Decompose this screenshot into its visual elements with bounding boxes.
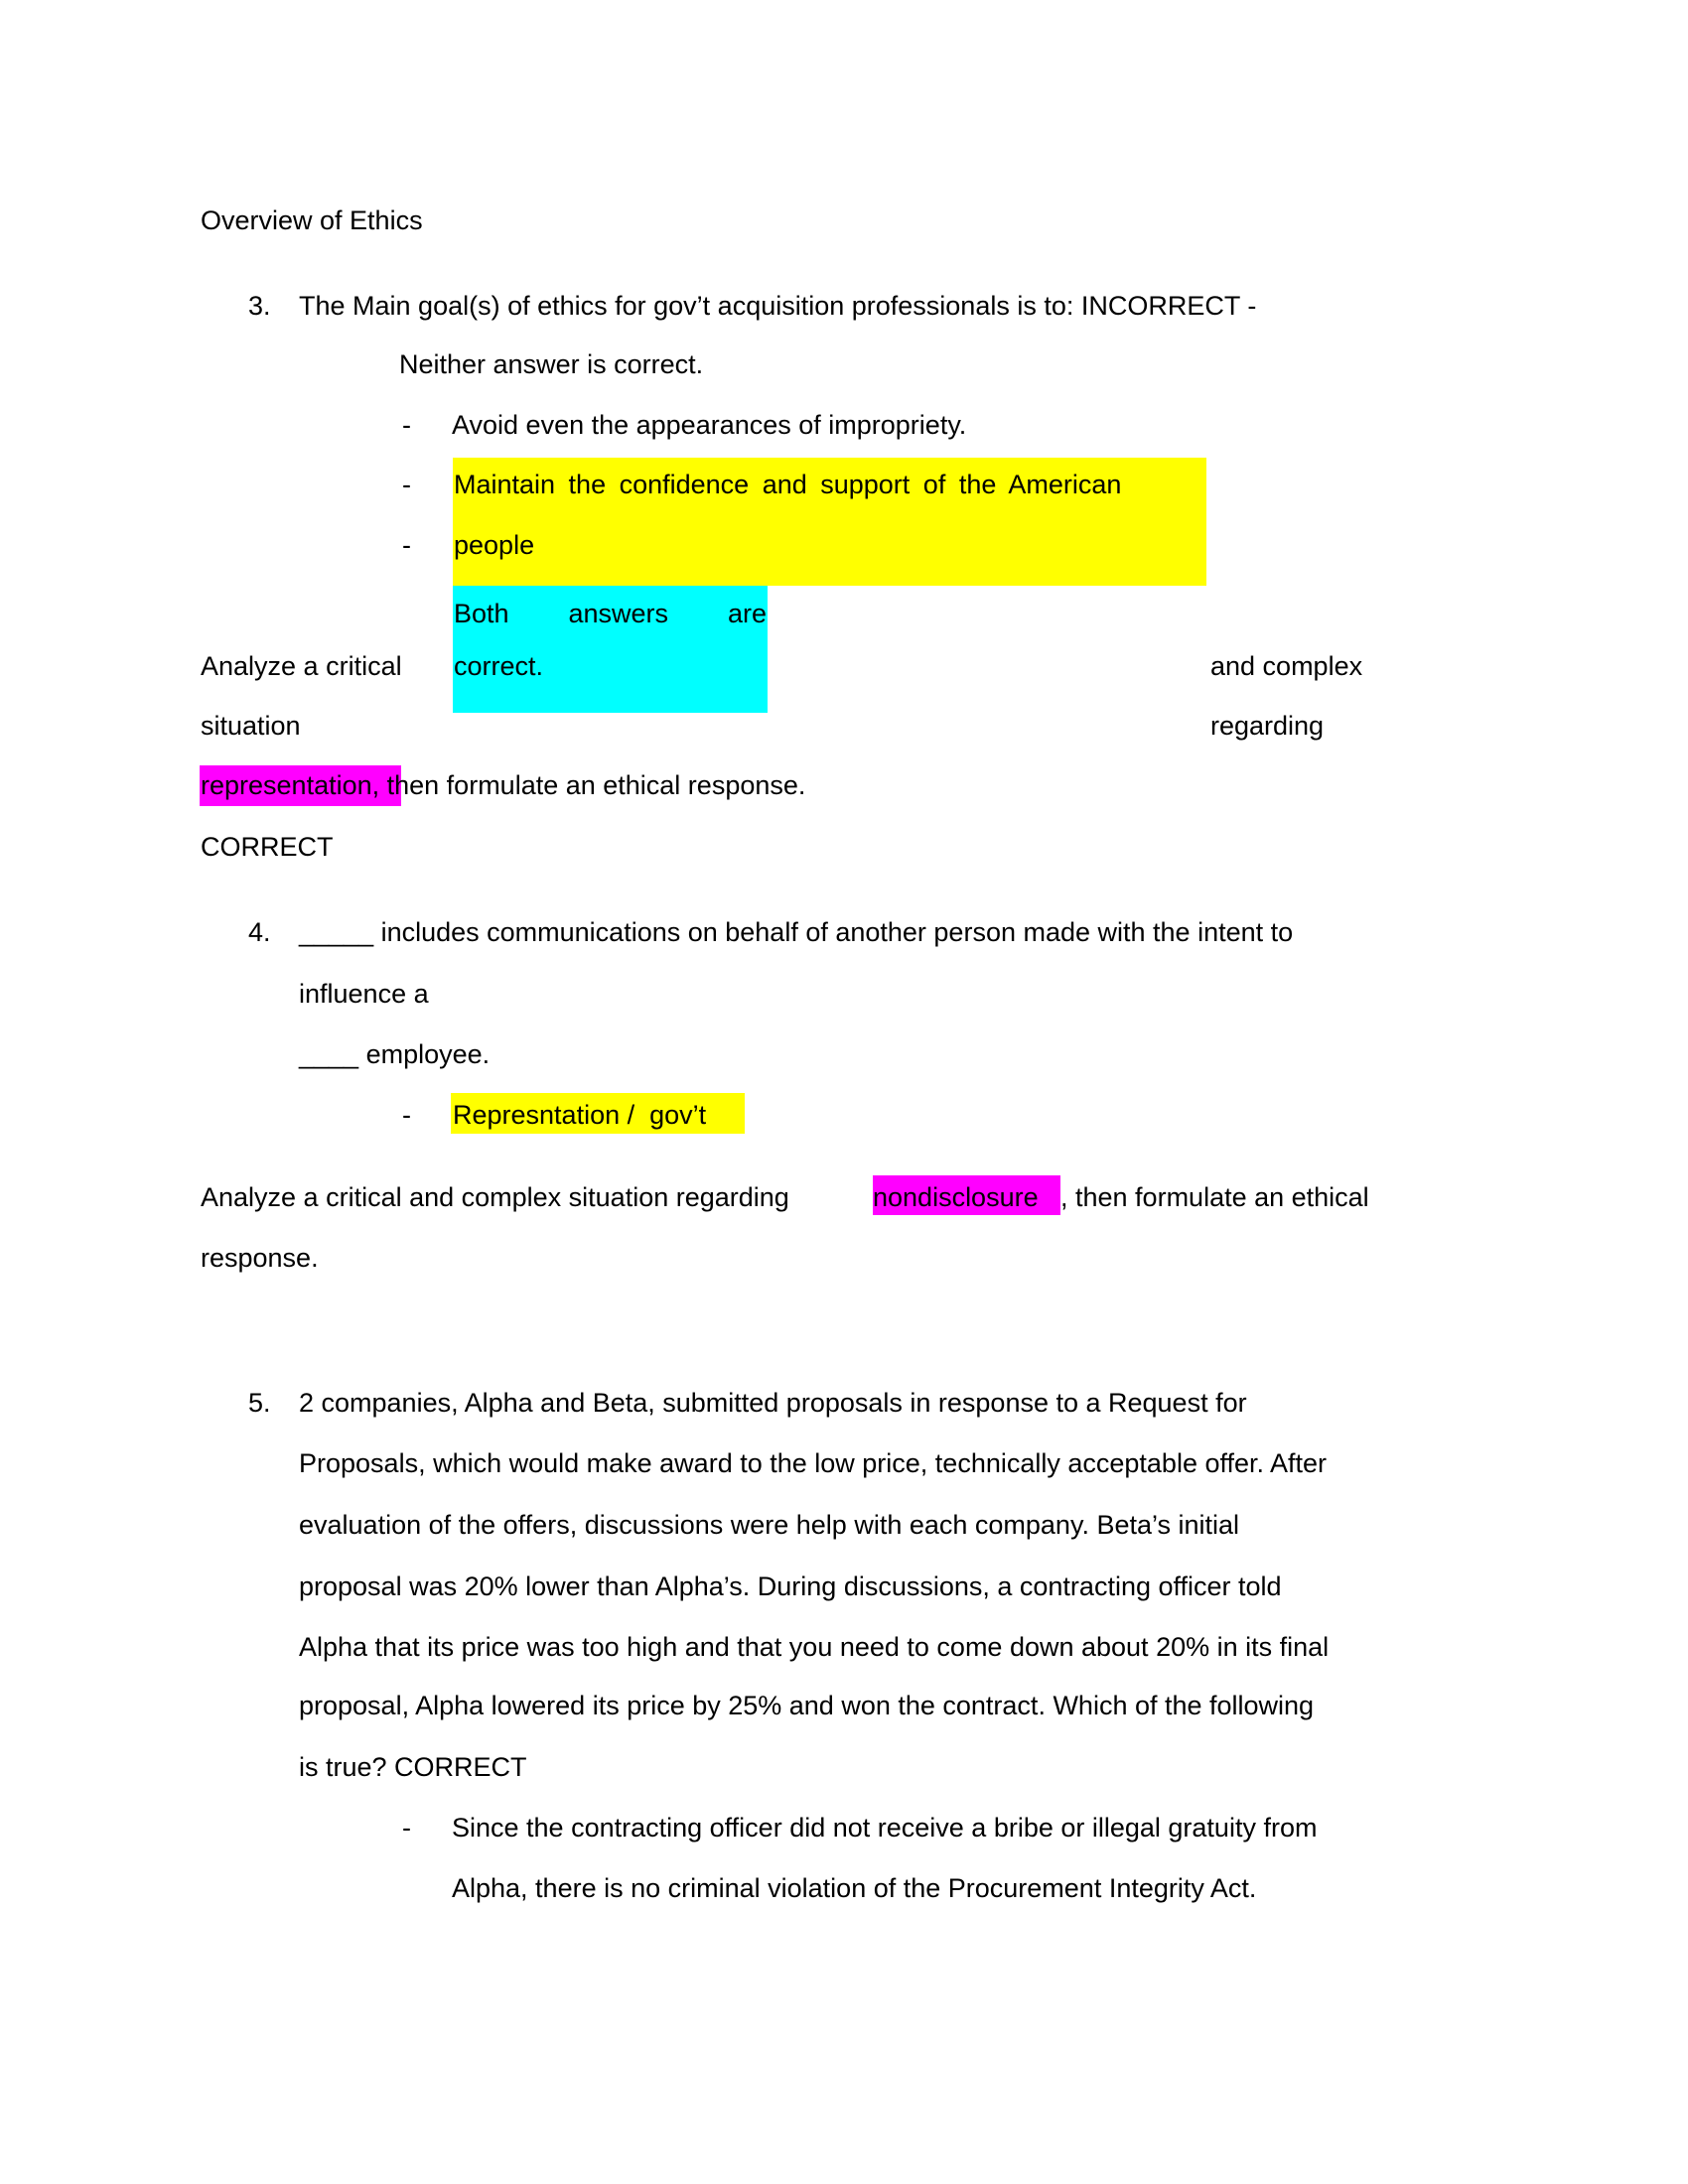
q5-line: 2 companies, Alpha and Beta, submitted proposals in response to a Request for bbox=[299, 1388, 1247, 1418]
objective1-line3 bbox=[201, 770, 805, 800]
objective1-part2: and complex bbox=[1210, 651, 1363, 681]
q3-option-2: Maintain the confidence and support of the American bbox=[454, 470, 1122, 499]
objective2-after: , then formulate an ethical bbox=[1060, 1182, 1369, 1212]
q5-answer-line: Alpha, there is no criminal violation of the Procurement Integrity Act. bbox=[452, 1873, 1257, 1903]
highlight-nondisclosure: nondisclosure bbox=[873, 1182, 1039, 1212]
highlight-representation: representation bbox=[201, 770, 372, 800]
q5-line: is true? CORRECT bbox=[299, 1752, 527, 1782]
q3-both-answers-line bbox=[454, 599, 767, 628]
q4-line2: influence a bbox=[299, 979, 429, 1009]
word: are bbox=[727, 599, 767, 628]
q4-number: 4. bbox=[248, 917, 271, 947]
objective1-rest: , then formulate an ethical response. bbox=[371, 770, 806, 800]
word: answers bbox=[568, 599, 669, 628]
q3-bullet-dash: - bbox=[402, 470, 411, 499]
q3-number: 3. bbox=[248, 291, 271, 321]
objective1-part4: regarding bbox=[1210, 711, 1325, 741]
q5-line: proposal was 20% lower than Alpha’s. During discussions, a contracting officer told bbox=[299, 1571, 1282, 1601]
q3-note: Neither answer is correct. bbox=[399, 349, 704, 379]
document-title: Overview of Ethics bbox=[201, 205, 423, 235]
objective1-part3: situation bbox=[201, 711, 301, 741]
q5-answer-line: Since the contracting officer did not receive a bribe or illegal gratuity from bbox=[452, 1813, 1318, 1843]
objective1-part1: Analyze a critical bbox=[201, 651, 402, 681]
q3-both-answers-line2: correct. bbox=[454, 651, 544, 681]
q5-number: 5. bbox=[248, 1388, 271, 1418]
q3-option-1: Avoid even the appearances of impropriety. bbox=[452, 410, 967, 440]
q3-option-3: people bbox=[454, 530, 535, 560]
q5-bullet-dash: - bbox=[402, 1813, 411, 1843]
q5-line: Proposals, which would make award to the low price, technically acceptable offer. After bbox=[299, 1448, 1328, 1478]
q5-line: proposal, Alpha lowered its price by 25% and won the contract. Which of the following bbox=[299, 1691, 1315, 1720]
q5-line: evaluation of the offers, discussions were help with each company. Beta’s initial bbox=[299, 1510, 1240, 1540]
q4-line1: _____ includes communications on behalf of another person made with the intent to bbox=[299, 917, 1294, 947]
word: Both bbox=[454, 599, 509, 628]
q4-answer: Represntation / gov’t bbox=[453, 1100, 707, 1130]
q4-line3: ____ employee. bbox=[299, 1039, 491, 1069]
objective2-line1 bbox=[201, 1182, 1369, 1212]
objective2-before: Analyze a critical and complex situation regarding bbox=[201, 1182, 797, 1212]
q5-line: Alpha that its price was too high and that you need to come down about 20% in its final bbox=[299, 1632, 1330, 1662]
objective1-status: CORRECT bbox=[201, 832, 334, 862]
q3-question: The Main goal(s) of ethics for gov’t acquisition professionals is to: INCORRECT - bbox=[299, 291, 1257, 321]
q4-bullet-dash: - bbox=[402, 1100, 411, 1130]
q3-bullet-dash: - bbox=[402, 410, 411, 440]
q3-bullet-dash: - bbox=[402, 530, 411, 560]
objective2-line2: response. bbox=[201, 1243, 319, 1273]
